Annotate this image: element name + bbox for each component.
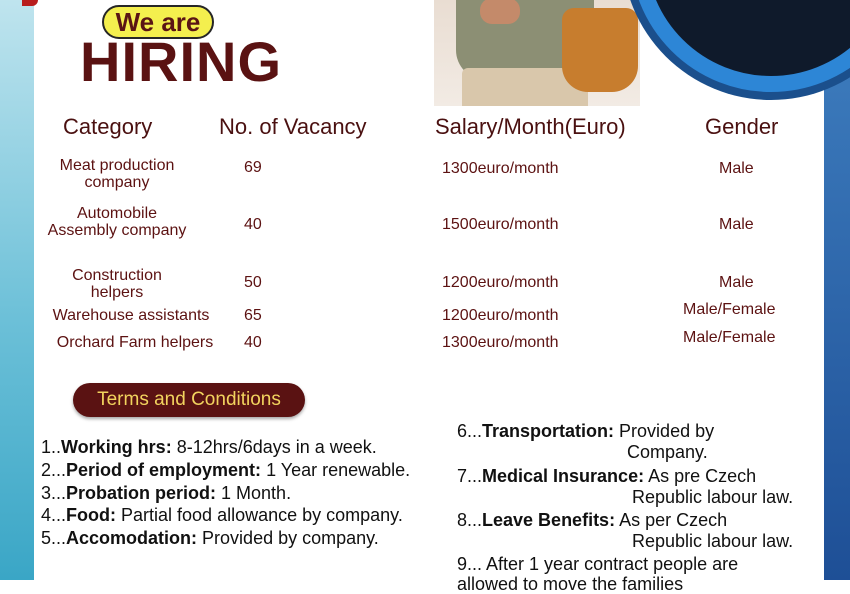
table-row-vacancy: 65 bbox=[244, 307, 262, 324]
term-label: Food: bbox=[66, 505, 116, 525]
category-line: helpers bbox=[90, 284, 144, 301]
term-continuation: allowed to move the families bbox=[457, 574, 684, 594]
term-label: Working hrs: bbox=[61, 437, 172, 457]
category-line: company bbox=[84, 174, 150, 191]
table-row-gender: Male/Female bbox=[683, 329, 776, 346]
category-line: Automobile bbox=[76, 205, 158, 222]
term-text: Provided by bbox=[619, 421, 715, 441]
corner-decoration bbox=[22, 0, 38, 6]
term-label: Medical Insurance: bbox=[482, 466, 645, 486]
category-line: Assembly company bbox=[47, 222, 187, 239]
table-row-salary: 1300euro/month bbox=[442, 334, 559, 351]
table-row-gender: Male/Female bbox=[683, 301, 776, 318]
category-line: Warehouse assistants bbox=[52, 307, 210, 324]
photo-hand bbox=[480, 0, 520, 24]
term-text: As per Czech bbox=[619, 510, 728, 530]
term-number: 1.. bbox=[41, 437, 62, 457]
term-item bbox=[457, 466, 794, 507]
term-label: Period of employment: bbox=[66, 460, 262, 480]
term-continuation: Republic labour law. bbox=[632, 531, 794, 551]
term-text: As pre Czech bbox=[648, 466, 757, 486]
term-text: 1 Year renewable. bbox=[266, 460, 411, 480]
table-row-category bbox=[22, 157, 212, 191]
badge-circle bbox=[630, 0, 850, 92]
category-line: Construction bbox=[72, 267, 162, 284]
term-label: Accomodation: bbox=[66, 528, 198, 548]
photo-bag bbox=[562, 8, 638, 92]
term-text: Partial food allowance by company. bbox=[121, 505, 403, 525]
term-item bbox=[41, 437, 377, 457]
table-row-category bbox=[36, 307, 226, 324]
category-line: Meat production bbox=[59, 157, 175, 174]
term-item bbox=[457, 554, 739, 594]
table-row-vacancy: 50 bbox=[244, 274, 262, 291]
we-are-badge: We are bbox=[102, 5, 214, 39]
table-row-category bbox=[22, 267, 212, 301]
header-gender: Gender bbox=[705, 114, 779, 139]
table-row-salary: 1300euro/month bbox=[442, 160, 559, 177]
term-number: 7... bbox=[457, 466, 483, 486]
table-row-category bbox=[22, 205, 212, 239]
table-row-salary: 1200euro/month bbox=[442, 307, 559, 324]
term-label: Probation period: bbox=[66, 483, 217, 503]
term-continuation: Company. bbox=[627, 442, 708, 462]
term-number: 3... bbox=[41, 483, 67, 503]
header-vacancy: No. of Vacancy bbox=[219, 114, 367, 139]
term-text: After 1 year contract people are bbox=[486, 554, 739, 574]
term-label: Leave Benefits: bbox=[482, 510, 616, 530]
term-item bbox=[457, 510, 794, 551]
term-text: Provided by company. bbox=[202, 528, 379, 548]
table-row-vacancy: 40 bbox=[244, 334, 262, 351]
table-row-vacancy: 40 bbox=[244, 216, 262, 233]
term-continuation: Republic labour law. bbox=[632, 487, 794, 507]
header-category: Category bbox=[63, 114, 153, 139]
table-row-category bbox=[40, 334, 230, 351]
table-row-gender: Male bbox=[719, 160, 754, 177]
term-item bbox=[457, 421, 715, 462]
term-number: 8... bbox=[457, 510, 483, 530]
term-text: 1 Month. bbox=[221, 483, 292, 503]
term-text: 8-12hrs/6days in a week. bbox=[176, 437, 377, 457]
table-row-salary: 1500euro/month bbox=[442, 216, 559, 233]
header-salary: Salary/Month(Euro) bbox=[435, 114, 626, 139]
term-number: 2... bbox=[41, 460, 67, 480]
term-number: 6... bbox=[457, 421, 483, 441]
term-number: 4... bbox=[41, 505, 67, 525]
worker-photo bbox=[434, 0, 640, 106]
terms-title-badge: Terms and Conditions bbox=[73, 383, 305, 417]
term-label: Transportation: bbox=[482, 421, 615, 441]
category-line: Orchard Farm helpers bbox=[56, 334, 214, 351]
term-item bbox=[41, 483, 291, 503]
term-item bbox=[41, 505, 403, 525]
table-row-gender: Male bbox=[719, 216, 754, 233]
term-number: 9... bbox=[457, 554, 483, 574]
table-row-vacancy: 69 bbox=[244, 159, 262, 176]
right-background-edge bbox=[824, 0, 850, 580]
table-row-salary: 1200euro/month bbox=[442, 274, 559, 291]
table-row-gender: Male bbox=[719, 274, 754, 291]
term-number: 5... bbox=[41, 528, 67, 548]
term-item bbox=[41, 460, 410, 480]
hiring-title: HIRING bbox=[80, 30, 282, 93]
term-item bbox=[41, 528, 379, 548]
